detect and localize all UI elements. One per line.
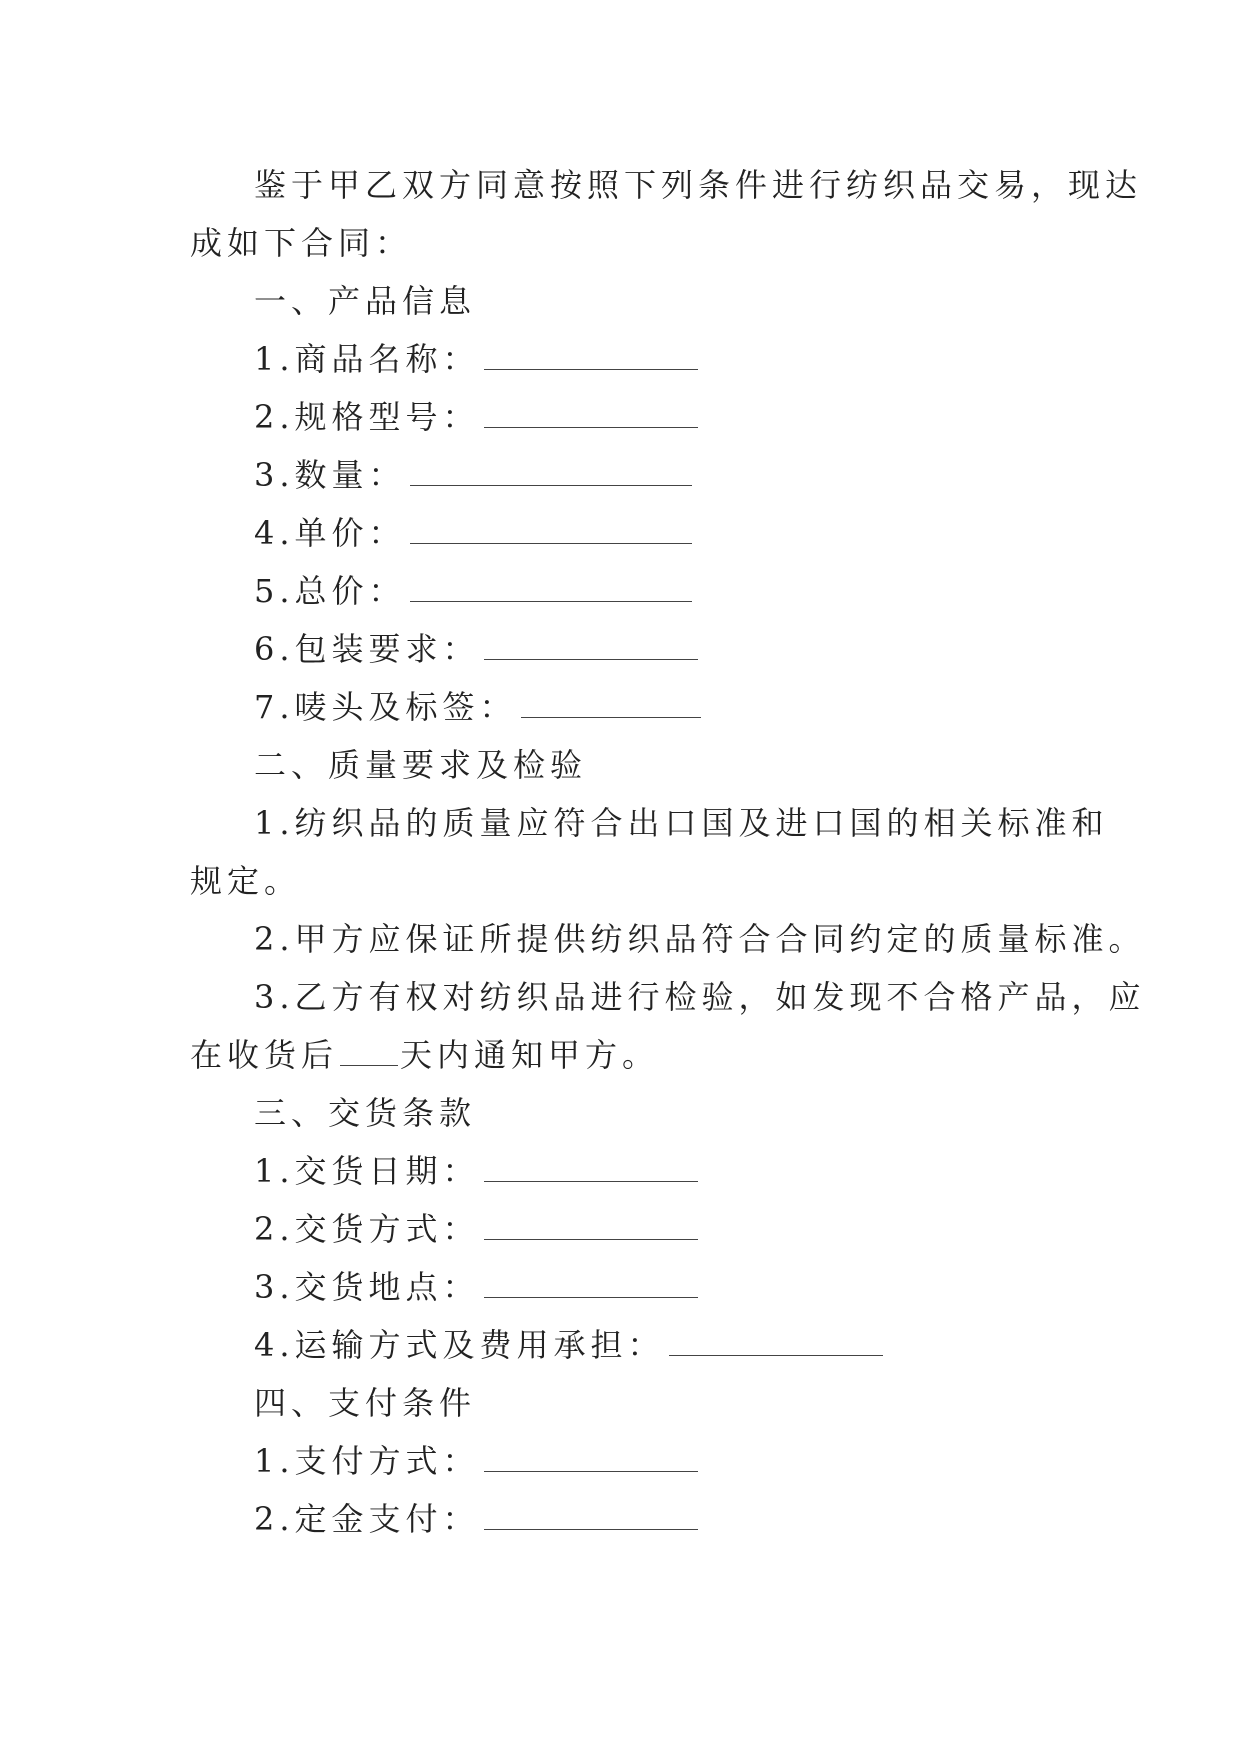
blank-line (669, 1329, 883, 1356)
field-quantity (190, 446, 1070, 504)
field-label: 2.规格型号： (254, 398, 480, 436)
field-label: 2.定金支付： (254, 1500, 480, 1538)
field-label: 3.交货地点： (254, 1268, 480, 1306)
field-delivery-date (190, 1142, 1070, 1200)
quality-clause-1-line-1: 1.纺织品的质量应符合出口国及进口国的相关标准和 (254, 804, 1109, 842)
field-transport-cost (190, 1316, 1070, 1374)
field-label: 2.交货方式： (254, 1210, 480, 1248)
blank-line (410, 575, 692, 602)
field-spec-model (190, 388, 1070, 446)
quality-clause-3-line-1: 3.乙方有权对纺织品进行检验，如发现不合格产品，应 (254, 978, 1146, 1016)
field-payment-method (190, 1432, 1070, 1490)
blank-line (484, 1503, 698, 1530)
field-label: 4.单价： (254, 514, 406, 552)
field-label: 1.商品名称： (254, 340, 480, 378)
quality-clause-1-line-2: 规定。 (190, 862, 302, 900)
field-deposit-payment (190, 1490, 1070, 1548)
quality-clause-3-line-2 (190, 1026, 1070, 1084)
blank-line-days (340, 1039, 398, 1066)
clause-text: 天内通知甲方。 (400, 1036, 660, 1074)
blank-line (484, 1213, 698, 1240)
field-label: 1.支付方式： (254, 1442, 480, 1480)
field-delivery-location (190, 1258, 1070, 1316)
field-label: 4.运输方式及费用承担： (254, 1326, 665, 1364)
field-label: 5.总价： (254, 572, 406, 610)
clause-text: 在收货后 (190, 1036, 339, 1074)
field-packaging (190, 620, 1070, 678)
section-heading-payment: 四、支付条件 (254, 1384, 477, 1422)
field-product-name (190, 330, 1070, 388)
intro-line-2: 成如下合同： (190, 224, 413, 262)
field-delivery-method (190, 1200, 1070, 1258)
field-label: 1.交货日期： (254, 1152, 480, 1190)
field-marks-labels (190, 678, 1070, 736)
field-label: 6.包装要求： (254, 630, 480, 668)
quality-clause-2: 2.甲方应保证所提供纺织品符合合同约定的质量标准。 (254, 920, 1146, 958)
contract-body (190, 156, 1146, 1548)
field-total-price (190, 562, 1070, 620)
field-label: 7.唛头及标签： (254, 688, 517, 726)
blank-line (521, 691, 701, 718)
field-unit-price (190, 504, 1070, 562)
blank-line (484, 633, 698, 660)
blank-line (410, 459, 692, 486)
field-label: 3.数量： (254, 456, 406, 494)
section-heading-product-info: 一、产品信息 (254, 282, 477, 320)
blank-line (484, 1445, 698, 1472)
blank-line (484, 343, 698, 370)
blank-line (410, 517, 692, 544)
section-heading-delivery: 三、交货条款 (254, 1094, 477, 1132)
blank-line (484, 401, 698, 428)
intro-line-1: 鉴于甲乙双方同意按照下列条件进行纺织品交易，现达 (254, 166, 1143, 204)
blank-line (484, 1155, 698, 1182)
section-heading-quality: 二、质量要求及检验 (254, 746, 588, 784)
blank-line (484, 1271, 698, 1298)
